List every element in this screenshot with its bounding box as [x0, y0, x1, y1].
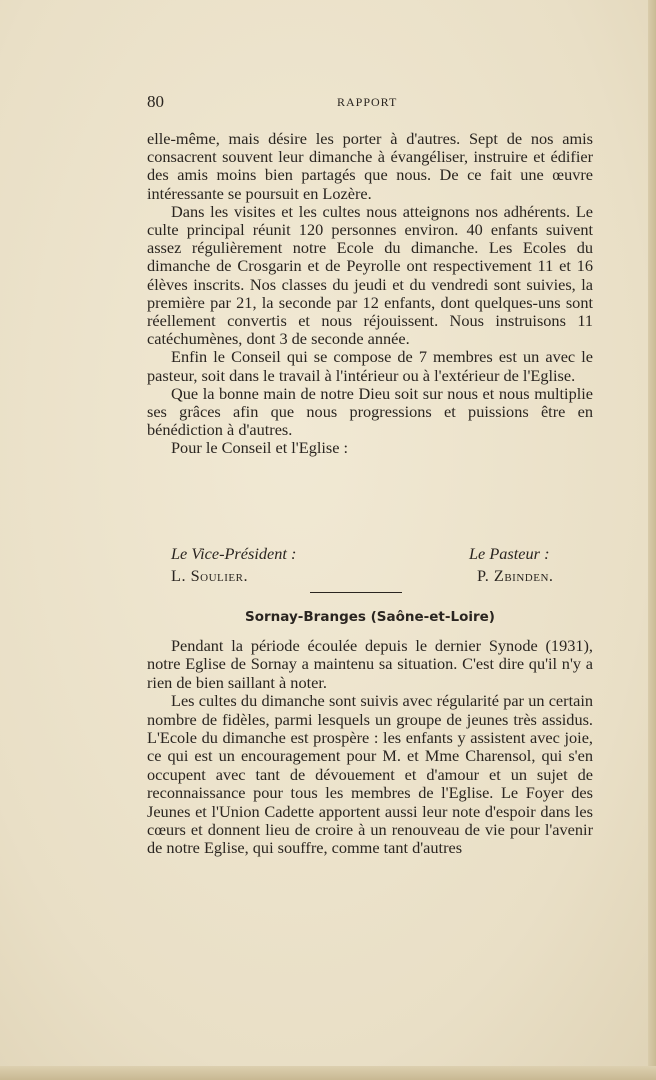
section-lozere-text: [147, 130, 593, 458]
paragraph: Les cultes du dimanche sont suivis avec régularité par un certain nombre de fidèles, parmi lesquels un groupe de jeunes très assidus. L'Ecole du dimanche est prospère : les enfants y assistent avec joie, ce qui est un encouragement pour M. et Mme Charensol, qui s'en occupent avec tant de dévouement et d'amour et un sujet de reconnaissance pour tous les membres de l'Eglise. Le Foyer des Jeunes et l'Union Cadette apportent aussi leur note d'espoir dans les cœurs et donnent lieu de croire à un renouveau de vie pour l'avenir de notre Eglise, qui souffre, comme tant d'autres: [147, 691, 593, 858]
paragraph: elle-même, mais désire les porter à d'autres. Sept de nos amis consacrent souvent leur dimanche à évangéliser, instruire et édifier des amis moins bien partagés que nous. De ce fait une œuvre intéressante se poursuit en Lozère.: [147, 129, 593, 203]
section-title: Sornay-Branges (Saône-et-Loire): [245, 609, 495, 625]
paragraph: Enfin le Conseil qui se compose de 7 membres est un avec le pasteur, soit dans le travail à l'intérieur ou à l'extérieur de l'Eglise.: [147, 347, 593, 385]
paragraph: Pendant la période écoulée depuis le dernier Synode (1931), notre Eglise de Sornay a maintenu sa situation. C'est dire qu'il n'y a rien de bien saillant à noter.: [147, 636, 593, 692]
page-edge-bottom: [0, 1066, 656, 1080]
paragraph: Dans les visites et les cultes nous atteignons nos adhérents. Le culte principal réunit 120 personnes environ. 40 enfants suivent assez régulièrement notre Ecole du dimanche. Les Ecoles du dimanche de Crosgarin et de Peyrolle ont respectivement 11 et 16 élèves inscrits. Nos classes du jeudi et du vendredi sont suivies, la première par 21, la seconde par 12 enfants, dont quelques-uns sont réellement convertis et nous réjouissent. Nous instruisons 11 catéchumènes, dont 3 de seconde année.: [147, 201, 593, 349]
running-title: RAPPORT: [337, 95, 398, 109]
pastor-name: P. Zbinden.: [477, 566, 554, 585]
vice-president-role: Le Vice-Président :: [171, 544, 297, 563]
pastor-role: Le Pasteur :: [469, 544, 550, 563]
page-header: [147, 92, 593, 116]
section-divider: [310, 592, 402, 593]
page-number: 80: [147, 92, 164, 111]
vice-president-name: L. Soulier.: [171, 566, 249, 585]
section-sornay-text: [147, 637, 593, 858]
paragraph: Que la bonne main de notre Dieu soit sur nous et nous multiplie ses grâces afin que nous progressions et puissions être en bénédiction à d'autres.: [147, 383, 593, 440]
paragraph: Pour le Conseil et l'Eglise :: [171, 438, 349, 458]
page-edge-right: [648, 0, 656, 1080]
